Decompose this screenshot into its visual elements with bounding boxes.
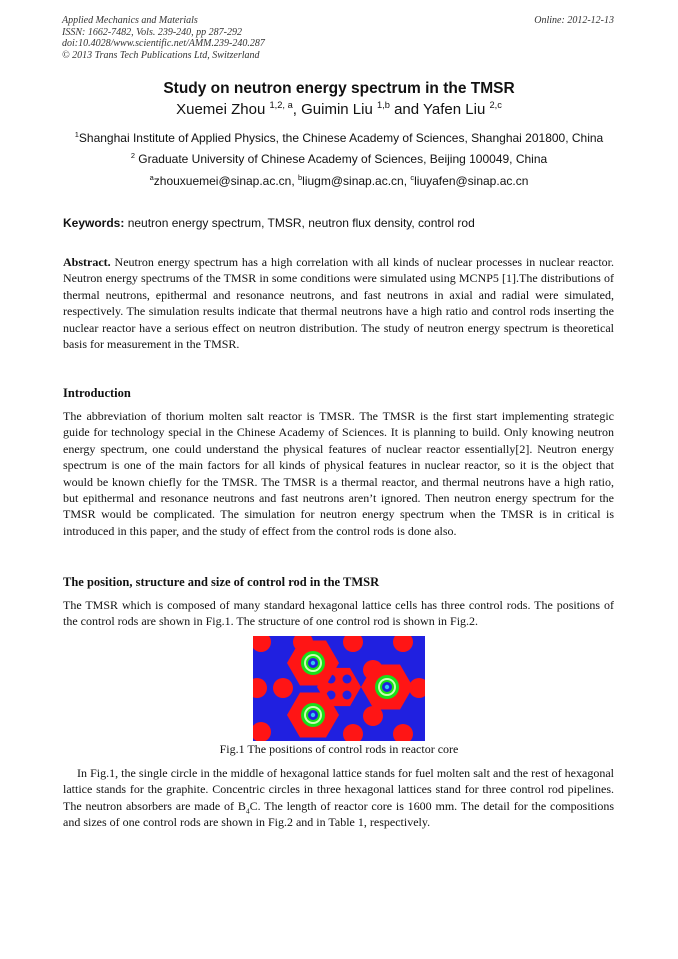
control-rod-core: [311, 661, 315, 665]
affiliation-1: $^1$Shanghai Institute of Applied Physics, the Chinese Academy of Sciences, Shanghai 201800, China: [74, 130, 604, 145]
section-heading-introduction: Introduction: [63, 386, 131, 400]
author-list: Xuemei Zhou $^{1,2, a}$, Guimin Liu $^{1,b}$ and Yafen Liu $^{2,c}$: [176, 100, 502, 118]
journal-name: Applied Mechanics and Materials: [62, 15, 198, 26]
affiliation-2: $^2$ Graduate University of Chinese Academy of Sciences, Beijing 100049, China: [130, 151, 548, 166]
journal-issn: ISSN: 1662-7482, Vols. 239-240, pp 287-292: [62, 26, 242, 38]
author-emails: $^a$zhouxuemei@sinap.ac.cn, $^b$liugm@sinap.ac.cn, $^c$liuyafen@sinap.ac.cn: [149, 173, 529, 188]
graphite-cell: [273, 678, 293, 698]
author-name: Xuemei Zhou: [176, 101, 266, 118]
journal-header: [62, 15, 265, 61]
author-name: Yafen Liu: [423, 101, 486, 118]
section-heading-control-rod: The position, structure and size of control rod in the TMSR: [63, 575, 380, 589]
fuel-salt-channel: [343, 675, 352, 684]
online-date: Online: 2012-12-13: [534, 15, 614, 26]
abstract-text: Neutron energy spectrum has a high correlation with all kinds of nuclear processes in nuclear reactor. Neutron energy spectrums of the TMSR in some conditions were simulated using MCNP5 [1].The distributions of thermal neutrons, epithermal and resonance neutrons, and fast neutrons in axial and radial were simulated, respectively. The simulation results indicate that thermal neutrons have a high ratio and control rods inserting the nuclear reactor have a serious effect on neutron distribution. The study of neutron energy spectrum is theoretical basis for measurement in the TMSR.: [63, 255, 614, 352]
journal-doi: doi:10.4028/www.scientific.net/AMM.239-240.287: [62, 38, 265, 49]
figure-1-caption: Fig.1 The positions of control rods in reactor core: [219, 742, 459, 756]
introduction-paragraph: The abbreviation of thorium molten salt reactor is TMSR. The TMSR is the first start implementing strategic guide for technology special in the Chinese Academy of Sciences. It is planning to build. Only knowing neutron energy spectrum, one could understand the physical features of nuclear reactor essentially[2]. Neutron energy spectrum is one of the main factors for all kinds of physical features in nuclear reactor, so it is the object that would be known chiefly for the TMSR. The TMSR is a thermal reactor, and thermal neutrons have a high ratio, but epithermal and resonance neutrons and fast neutrons aren’t ignored. Then neutron energy spectrum for the TMSR would be complicated. The simulation for neutron energy spectrum when the TMSR is in critical is introduced in this paper, and the study of effect from the control rods is done also.: [63, 409, 614, 538]
author-affiliation-mark: 1,b: [376, 100, 390, 110]
email-link[interactable]: zhouxuemei@sinap.ac.cn,: [153, 174, 299, 188]
keywords-text: neutron energy spectrum, TMSR, neutron flux density, control rod: [124, 216, 475, 230]
email-link[interactable]: liugm@sinap.ac.cn,: [302, 174, 411, 188]
figure-1: [253, 636, 425, 741]
abstract: [63, 254, 614, 352]
fuel-salt-channel: [343, 691, 352, 700]
figure-description-paragraph: In Fig.1, the single circle in the middle of hexagonal lattice stands for fuel molten salt and the rest of hexagonal lattice stands for the graphite. Concentric circles in three hexagonal lattices stand for three control rod pipelines. The neutron absorbers are made of $B_4C$. The length of reactor core is 1600 mm. The detail for the compositions and sizes of one control rods are shown in Fig.2 and in Table 1, respectively.: [63, 766, 614, 830]
abstract-label: Abstract.: [63, 255, 111, 269]
email-link[interactable]: liuyafen@sinap.ac.cn: [414, 174, 529, 188]
keywords: [63, 216, 475, 230]
control-rod-paragraph: The TMSR which is composed of many standard hexagonal lattice cells has three control rods. The positions of the control rods are shown in Fig.1. The structure of one control rod is shown in Fig.2.: [63, 598, 614, 629]
keywords-label: Keywords:: [63, 216, 125, 230]
reactor-core-diagram: [253, 636, 425, 741]
control-rod-core: [385, 685, 389, 689]
journal-copyright: © 2013 Trans Tech Publications Ltd, Switzerland: [62, 49, 260, 61]
control-rod-core: [311, 713, 315, 717]
author-name: Guimin Liu: [301, 101, 373, 118]
author-affiliation-mark: 2,c: [489, 100, 502, 110]
paper-title: Study on neutron energy spectrum in the TMSR: [163, 80, 515, 97]
author-affiliation-mark: 1,2, a: [269, 100, 293, 110]
